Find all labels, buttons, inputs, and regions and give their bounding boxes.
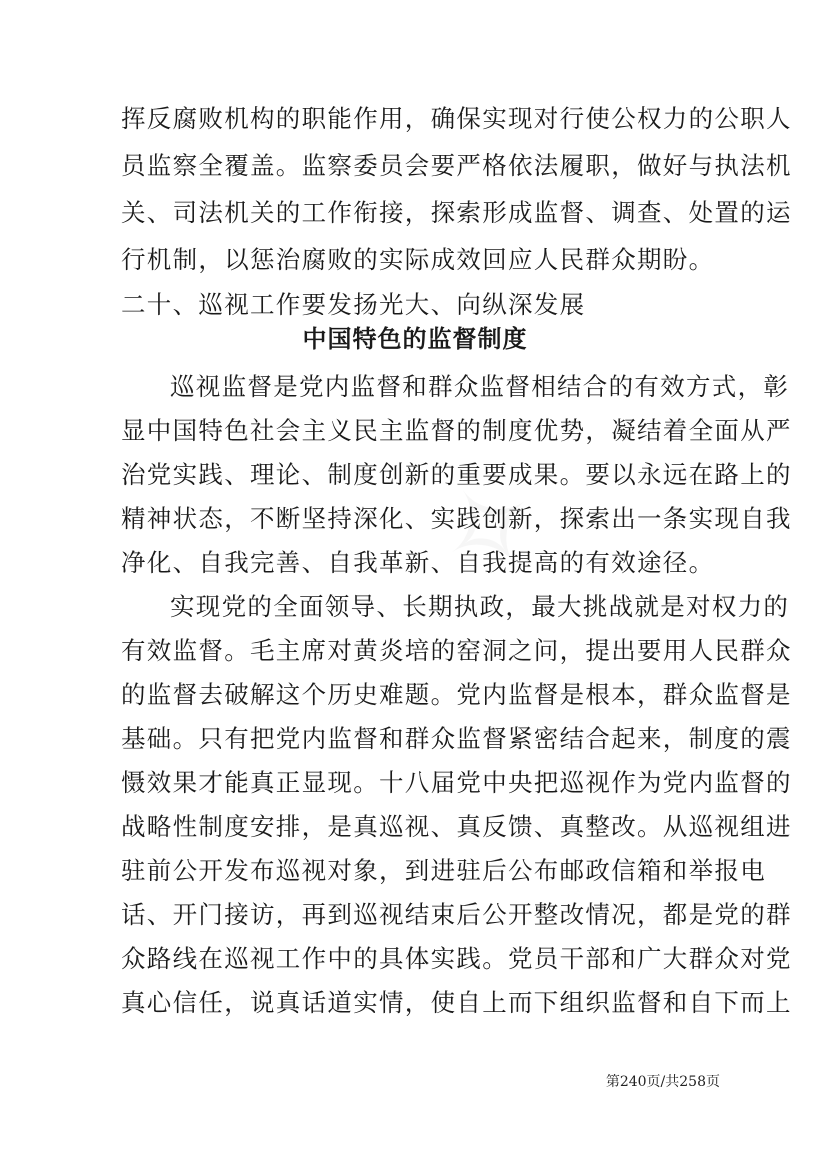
- paragraph-line: 实现党的全面领导、长期执政，最大挑战就是对权力的: [170, 592, 790, 621]
- paragraph-line: 治党实践、理论、制度创新的重要成果。要以永远在路上的: [121, 460, 792, 489]
- paragraph-line: 显中国特色社会主义民主监督的制度优势，凝结着全面从严: [121, 416, 792, 445]
- paragraph-line: 众路线在巡视工作中的具体实践。党员干部和广大群众对党: [121, 944, 792, 973]
- paragraph-line: 驻前公开发布巡视对象，到进驻后公布邮政信箱和举报电: [121, 856, 766, 885]
- watermark-logo: ✧: [409, 443, 572, 616]
- paragraph-line: 有效监督。毛主席对黄炎培的窑洞之问，提出要用人民群众: [121, 636, 792, 665]
- paragraph-line: 员监察全覆盖。监察委员会要严格依法履职，做好与执法机: [121, 151, 792, 180]
- paragraph-line: 基础。只有把党内监督和群众监督紧密结合起来，制度的震: [121, 724, 792, 753]
- subheading: 中国特色的监督制度: [302, 325, 528, 353]
- paragraph-line: 慑效果才能真正显现。十八届党中央把巡视作为党内监督的: [121, 768, 792, 797]
- paragraph-line: 话、开门接访，再到巡视结束后公开整改情况，都是党的群: [121, 900, 792, 929]
- paragraph-line: 真心信任，说真话道实情，使自上而下组织监督和自下而上: [121, 988, 792, 1017]
- section-title: 二十、巡视工作要发扬光大、向纵深发展: [121, 290, 586, 319]
- paragraph-line: 的监督去破解这个历史难题。党内监督是根本，群众监督是: [121, 680, 792, 709]
- paragraph-line: 关、司法机关的工作衔接，探索形成监督、调查、处置的运: [121, 198, 792, 227]
- page-number: 第240页/共258页: [605, 1074, 720, 1090]
- paragraph-line: 净化、自我完善、自我革新、自我提高的有效途径。: [121, 548, 715, 577]
- paragraph-line: 行机制，以惩治腐败的实际成效回应人民群众期盼。: [121, 245, 715, 274]
- paragraph-line: 精神状态，不断坚持深化、实践创新，探索出一条实现自我: [121, 504, 792, 533]
- paragraph-line: 战略性制度安排，是真巡视、真反馈、真整改。从巡视组进: [121, 812, 792, 841]
- paragraph-line: 挥反腐败机构的职能作用，确保实现对行使公权力的公职人: [121, 104, 792, 133]
- paragraph-line: 巡视监督是党内监督和群众监督相结合的有效方式，彰: [170, 372, 790, 401]
